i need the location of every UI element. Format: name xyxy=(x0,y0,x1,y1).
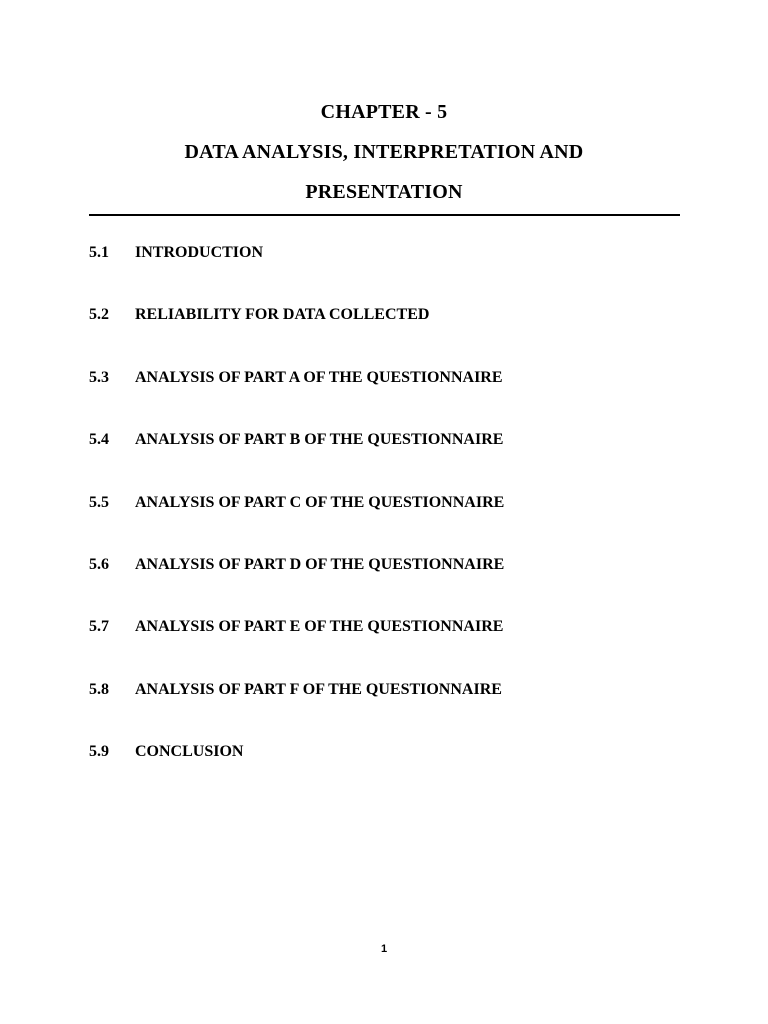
toc-item-number: 5.3 xyxy=(89,368,109,386)
toc-item-number: 5.9 xyxy=(89,743,109,761)
toc-item-title: ANALYSIS OF PART D OF THE QUESTIONNAIRE xyxy=(135,555,505,573)
heading-divider xyxy=(89,214,680,216)
toc-item xyxy=(89,244,689,306)
toc-item-number: 5.5 xyxy=(89,493,109,511)
chapter-title-line-2: PRESENTATION xyxy=(305,181,463,203)
toc-item-title: ANALYSIS OF PART E OF THE QUESTIONNAIRE xyxy=(135,618,504,636)
toc-item xyxy=(89,431,689,493)
toc-item xyxy=(89,306,689,368)
toc-item-title: INTRODUCTION xyxy=(135,244,264,261)
toc-item-number: 5.8 xyxy=(89,680,109,698)
chapter-number: CHAPTER - 5 xyxy=(320,101,448,123)
toc-item xyxy=(89,681,689,743)
toc-item xyxy=(89,494,689,556)
chapter-title-line-1: DATA ANALYSIS, INTERPRETATION AND xyxy=(184,141,584,163)
toc-item xyxy=(89,618,689,680)
toc-item-number: 5.2 xyxy=(89,306,109,324)
toc-item-number: 5.1 xyxy=(89,244,109,261)
toc-item-title: CONCLUSION xyxy=(135,743,244,761)
toc-item xyxy=(89,743,689,805)
toc-item-title: ANALYSIS OF PART F OF THE QUESTIONNAIRE xyxy=(135,680,502,698)
chapter-heading xyxy=(0,92,768,212)
toc-item xyxy=(89,369,689,431)
toc-item-title: ANALYSIS OF PART C OF THE QUESTIONNAIRE xyxy=(135,493,505,511)
table-of-contents xyxy=(89,244,689,806)
page-number: 1 xyxy=(380,943,388,955)
toc-item-title: RELIABILITY FOR DATA COLLECTED xyxy=(135,306,430,324)
toc-item-title: ANALYSIS OF PART A OF THE QUESTIONNAIRE xyxy=(135,368,503,386)
toc-item-title: ANALYSIS OF PART B OF THE QUESTIONNAIRE xyxy=(135,431,504,449)
toc-item-number: 5.7 xyxy=(89,618,109,636)
toc-item-number: 5.4 xyxy=(89,431,109,449)
toc-item xyxy=(89,556,689,618)
toc-item-number: 5.6 xyxy=(89,555,109,573)
